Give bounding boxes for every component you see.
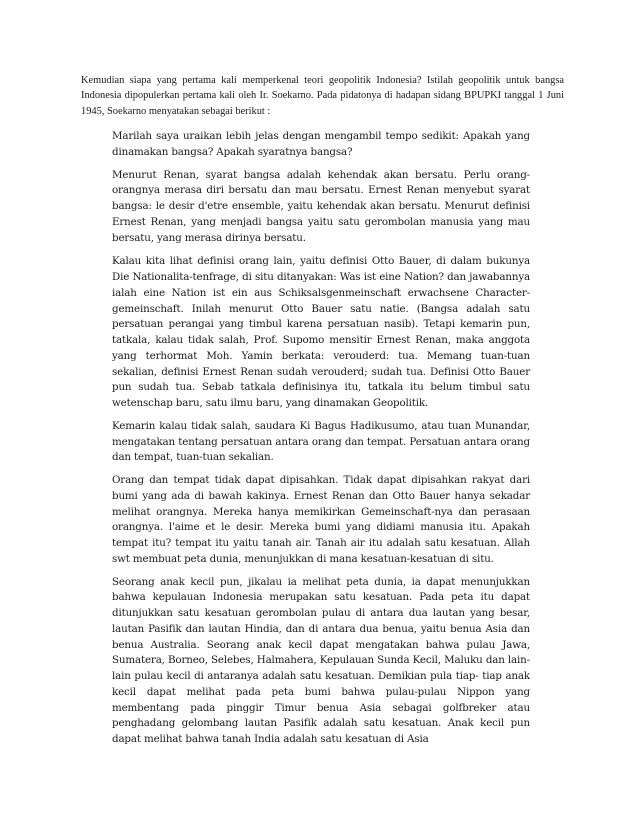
quote-paragraph-6: Seorang anak kecil pun, jikalau ia melihat peta dunia, ia dapat menunjukkan bahwa kepulauan Indonesia merupakan satu kesatuan. Pada peta itu dapat ditunjukkan satu kesatuan gerombolan pulau di antara dua lautan yang besar, lautan Pasifik dan lautan Hindia, dan di antara dua benua, yaitu benua Asia dan benua Australia. Seorang anak kecil dapat mengatakan bahwa pulau Jawa, Sumatera, Borneo, Selebes, Halmahera, Kepulauan Sunda Kecil, Maluku dan lain-lain pulau kecil di antaranya adalah satu kesatuan. Demikian pula tiap- tiap anak kecil dapat melihat pada peta bumi bahwa pulau-pulau Nippon yang membentang pada pinggir Timur benua Asia sebagai golfbreker atau penghadang gelombang lautan Pasifik adalah satu kesatuan. Anak kecil pun dapat melihat bahwa tanah India adalah satu kesatuan di Asia bbox=[112, 575, 530, 745]
speech-quote-block bbox=[112, 129, 530, 755]
quote-paragraph-1: Marilah saya uraikan lebih jelas dengan mengambil tempo sedikit: Apakah yang dinamakan bangsa? Apakah syaratnya bangsa? bbox=[112, 130, 530, 158]
quote-paragraph-5: Orang dan tempat tidak dapat dipisahkan. Tidak dapat dipisahkan rakyat dari bumi yang ada di bawah kakinya. Ernest Renan dan Otto Bauer hanya sekadar melihat orangnya. Mereka hanya memikirkan Gemeinschaft-nya dan perasaan orangnya. l'aime et le desir. Mereka bumi yang didiami manusia itu. Apakah tempat itu? tempat itu yaitu tanah air. Tanah air itu adalah satu kesatuan. Allah swt membuat peta dunia, menunjukkan di mana kesatuan-kesatuan di situ. bbox=[112, 474, 530, 565]
quote-paragraph-4: Kemarin kalau tidak salah, saudara Ki Bagus Hadikusumo, atau tuan Munandar, mengatakan tentang persatuan antara orang dan tempat. Persatuan antara orang dan tempat, tuan-tuan sekalian. bbox=[112, 419, 530, 464]
quote-paragraph-3: Kalau kita lihat definisi orang lain, yaitu definisi Otto Bauer, di dalam bukunya Die Nationalita-tenfrage, di situ ditanyakan: Was ist eine Nation? dan jawabannya ialah eine Nation ist ein aus Schiksalsgenmeinschaft erwachsene Character-gemeinschaft. Inilah menurut Otto Bauer satu natie. (Bangsa adalah satu persatuan perangai yang timbul karena persatuan nasib). Tetapi kemarin pun, tatkala, kalau tidak salah, Prof. Supomo mensitir Ernest Renan, maka anggota yang terhormat Moh. Yamin berkata: verouderd: tua. Memang tuan-tuan sekalian, definisi Ernest Renan sudah verouderd; sudah tua. Definisi Otto Bauer pun sudah tua. Sebab tatkala definisinya itu, tatkala itu belum timbul satu wetenschap baru, satu ilmu baru, yang dinamakan Geopolitik. bbox=[112, 255, 530, 409]
intro-paragraph: Kemudian siapa yang pertama kali memperkenal teori geopolitik Indonesia? Istilah geopolitik untuk bangsa Indonesia dipopulerkan pertama kali oleh Ir. Soekarno. Pada pidatonya di hadapan sidang BPUPKI tanggal 1 Juni 1945, Soekarno menyatakan sebagai berikut : bbox=[81, 75, 564, 117]
quote-paragraph-2: Menurut Renan, syarat bangsa adalah kehendak akan bersatu. Perlu orang-orangnya merasa diri bersatu dan mau bersatu. Ernest Renan menyebut syarat bangsa: le desir d'etre ensemble, yaitu kehendak akan bersatu. Menurut definisi Ernest Renan, yang menjadi bangsa yaitu satu gerombolan manusia yang mau bersatu, yang merasa dirinya bersatu. bbox=[112, 168, 530, 244]
